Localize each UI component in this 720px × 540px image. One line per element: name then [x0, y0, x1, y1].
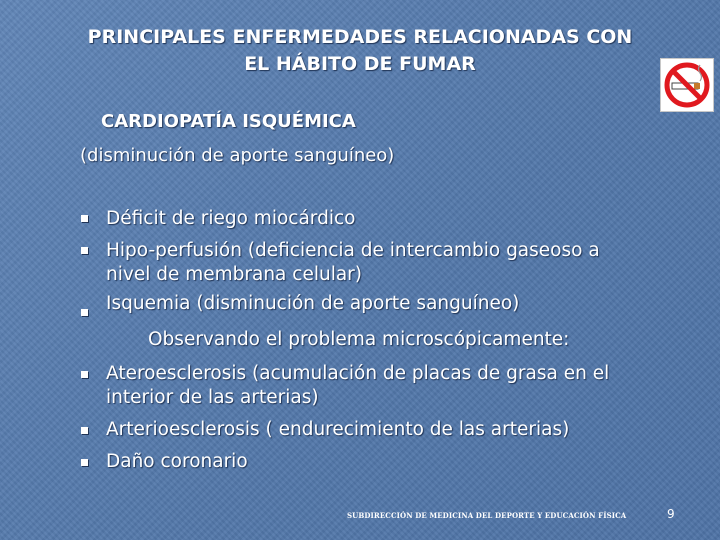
- bullet-marker: [81, 371, 88, 378]
- subheading: (disminución de aporte sanguíneo): [80, 145, 395, 166]
- bullet-marker: [81, 309, 88, 316]
- bullet-marker: [81, 459, 88, 466]
- title-line-1: PRINCIPALES ENFERMEDADES RELACIONADAS CON: [87, 26, 633, 48]
- footer-text: SUBDIRECCIÓN DE MEDICINA DEL DEPORTE Y EDUCACIÓN FÍSICA: [347, 511, 627, 520]
- page-number: 9: [667, 507, 675, 521]
- bullet-1-line-1: Déficit de riego miocárdico: [106, 208, 356, 229]
- bullet-5-line-1: Arterioesclerosis ( endurecimiento de las arterias): [106, 419, 570, 440]
- bullet-6-line-1: Daño coronario: [106, 451, 248, 472]
- bullet-marker: [81, 427, 88, 434]
- bullet-2-line-1: Hipo-perfusión (deficiencia de intercambio gaseoso a: [106, 240, 600, 261]
- bullet-marker: [81, 215, 88, 222]
- bullet-marker: [81, 247, 88, 254]
- bullet-3-line-1: Isquemia (disminución de aporte sanguíneo): [106, 293, 520, 314]
- heading-cardiopatia: CARDIOPATÍA ISQUÉMICA: [101, 111, 356, 132]
- title-line-2: EL HÁBITO DE FUMAR: [244, 53, 476, 75]
- bullet-4-line-1: Ateroesclerosis (acumulación de placas de grasa en el: [106, 363, 610, 384]
- bullet-4-line-2: interior de las arterias): [106, 387, 319, 408]
- bullet-2-line-2: nivel de membrana celular): [106, 264, 362, 285]
- observation-note: Observando el problema microscópicamente:: [148, 329, 570, 350]
